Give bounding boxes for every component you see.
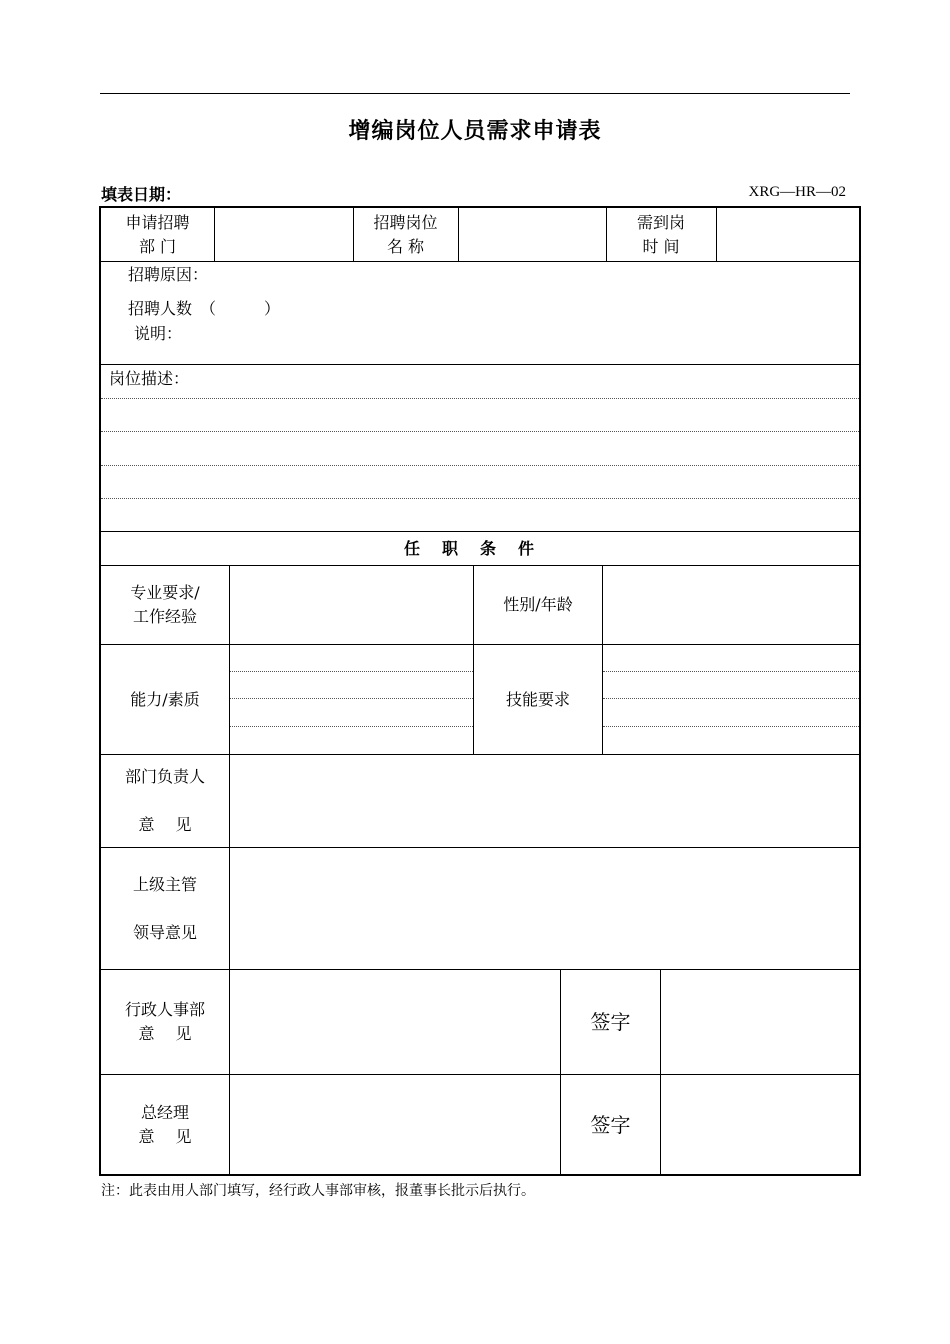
gm-opinion-input[interactable] xyxy=(230,1075,560,1174)
major-experience-label: 专业要求/ 工作经验 xyxy=(130,583,200,626)
form-title: 增编岗位人员需求申请表 xyxy=(348,119,602,144)
gender-age-input[interactable] xyxy=(603,566,859,644)
dotted-write-line xyxy=(101,431,859,432)
dept-head-opinion-label: 部门负责人 意 见 xyxy=(124,767,205,834)
requirements-heading: 任职条件 xyxy=(403,538,556,558)
gm-sign-input[interactable] xyxy=(661,1075,859,1174)
form-code: XRG—HR—02 xyxy=(748,184,846,200)
major-experience-input[interactable] xyxy=(230,566,473,644)
dept-label: 申请招聘 部 门 xyxy=(125,212,190,256)
dept-head-opinion-input[interactable] xyxy=(230,755,859,847)
recruit-reason-label: 招聘原因： xyxy=(128,265,209,284)
arrival-time-label: 需到岗 时 间 xyxy=(636,212,685,256)
position-name-label: 招聘岗位 名 称 xyxy=(373,212,438,256)
explanation-label: 说明： xyxy=(134,324,183,343)
superior-opinion-label: 上级主管 领导意见 xyxy=(132,874,197,942)
gender-age-label: 性别/年龄 xyxy=(503,595,573,614)
dotted-write-line xyxy=(603,671,859,672)
ability-quality-label: 能力/素质 xyxy=(130,689,200,709)
admin-hr-opinion-input[interactable] xyxy=(230,970,560,1074)
position-name-input[interactable] xyxy=(459,208,606,261)
top-rule xyxy=(100,93,850,94)
gm-opinion-label: 总经理 意 见 xyxy=(138,1102,192,1146)
arrival-time-input[interactable] xyxy=(717,208,859,261)
dotted-write-line xyxy=(603,698,859,699)
dotted-write-line xyxy=(101,465,859,466)
fill-date-label: 填表日期： xyxy=(101,185,182,204)
gm-sign-label: 签字 xyxy=(590,1112,631,1137)
dotted-write-line xyxy=(230,671,473,672)
dept-input[interactable] xyxy=(215,208,353,261)
admin-hr-opinion-label: 行政人事部 意 见 xyxy=(124,1000,205,1043)
footer-note: 注：此表由用人部门填写，经行政人事部审核，报董事长批示后执行。 xyxy=(101,1183,535,1199)
dotted-write-line xyxy=(230,698,473,699)
row-divider xyxy=(101,364,859,365)
recruit-count-label: 招聘人数 （ ） xyxy=(128,299,281,318)
skills-label: 技能要求 xyxy=(505,689,570,709)
job-description-label: 岗位描述： xyxy=(109,369,190,388)
dotted-write-line xyxy=(101,498,859,499)
application-form-table xyxy=(99,206,861,1176)
dotted-write-line xyxy=(230,726,473,727)
admin-hr-sign-label: 签字 xyxy=(590,1010,631,1034)
admin-hr-sign-input[interactable] xyxy=(661,970,859,1074)
row-divider xyxy=(101,261,859,262)
dotted-write-line xyxy=(101,398,859,399)
superior-opinion-input[interactable] xyxy=(230,848,859,969)
dotted-write-line xyxy=(603,726,859,727)
